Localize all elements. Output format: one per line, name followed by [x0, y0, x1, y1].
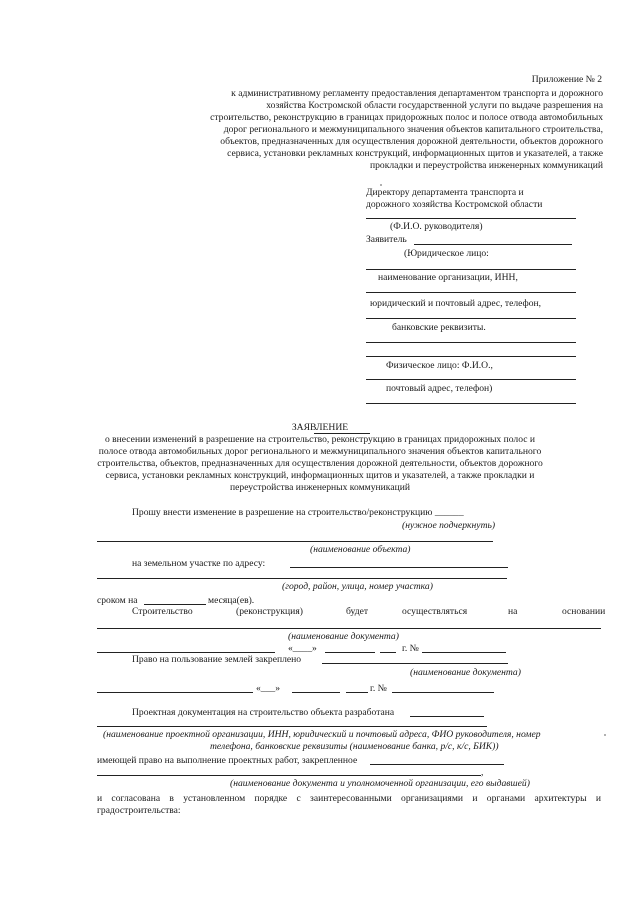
blank-line: [366, 292, 576, 293]
comma: ,: [481, 767, 484, 778]
construction-word: на: [508, 606, 518, 617]
term-prefix: сроком на: [97, 595, 138, 606]
request-text: Прошу внести изменение в разрешение на строительство/реконструкцию ______: [132, 507, 464, 518]
appendix-line: хозяйства Костромской области государственной услуги по выдаче разрешения на: [266, 100, 603, 111]
statement-subtitle: переустройства инженерных коммуникаций: [230, 482, 410, 493]
date-quote: «____»: [288, 643, 317, 654]
individual-hint: Физическое лицо: Ф.И.О.,: [386, 360, 493, 371]
agreed-text: и согласована в установленном порядке с заинтересованными организациями и органами архитектуры и: [97, 793, 601, 804]
blank-line: [366, 342, 576, 343]
appendix-line: к административному регламенту предоставления департаментом транспорта и дорожного: [231, 88, 603, 99]
land-address-line: [290, 567, 508, 568]
address-hint: юридический и почтовый адрес, телефон,: [370, 298, 542, 309]
applicant-line: [414, 244, 572, 245]
number-label: г. №: [402, 643, 419, 654]
construction-word: Строительство: [132, 606, 193, 617]
right-line: [370, 764, 504, 765]
date-line-2: [380, 652, 396, 653]
request-hint: (нужное подчеркнуть): [402, 520, 496, 531]
project-doc: Проектная документация на строительство объекта разработана: [132, 707, 395, 718]
land-right: Право на пользование землей закреплено: [132, 654, 302, 665]
legal-entity-label: (Юридическое лицо:: [404, 248, 489, 259]
date-quote-2: «___»: [256, 683, 280, 694]
appendix-line: дорог регионального и межмуниципального значения объектов капитального строительства,: [223, 124, 603, 135]
project-line: [410, 716, 484, 717]
scan-speck: [604, 734, 606, 736]
project-hint: телефона, банковские реквизиты (наименование банка, р/с, к/с, БИК)): [210, 741, 499, 752]
agreed-text-2: градостроительства:: [97, 805, 181, 816]
director-fio-line: [366, 218, 576, 219]
land-right-line: [322, 663, 508, 664]
number-label-2: г. №: [370, 683, 387, 694]
address-hint: (город, район, улица, номер участка): [282, 581, 433, 592]
number-line: [422, 652, 506, 653]
authority-hint: (наименование документа и уполномоченной организации, его выдавшей): [230, 778, 530, 789]
doc-hint: (наименование документа): [288, 631, 399, 642]
appendix-title: Приложение № 2: [531, 74, 602, 85]
construction-word: будет: [346, 606, 369, 617]
statement-subtitle: о внесении изменений в разрешение на строительство, реконструкцию в границах придорожных полос и: [104, 434, 536, 445]
bank-hint: банковские реквизиты.: [392, 322, 486, 333]
land-address-line-2: [97, 578, 507, 579]
org-name-hint: наименование организации, ИНН,: [378, 272, 518, 283]
statement-subtitle: полосе отвода автомобильных дорог регионального и межмуниципального значения объектов капитального: [98, 446, 542, 457]
date-line-4: [346, 692, 368, 693]
appendix-line: прокладки и переустройства инженерных коммуникаций: [369, 160, 603, 171]
appendix-line: сервиса, установки рекламных конструкций, информационных щитов и указателей, а также: [227, 148, 603, 159]
blank-line: [366, 356, 576, 357]
blank-line: [366, 379, 576, 380]
appendix-line: объектов, предназначенных для осуществления дорожной деятельности, объектов дорожного: [220, 136, 603, 147]
appendix-line: строительство, реконструкцию в границах придорожных полос и полосе отвода автомобильных: [210, 112, 603, 123]
postal-hint: почтовый адрес, телефон): [386, 383, 493, 394]
object-line: [97, 541, 493, 542]
applicant-label: Заявитель: [366, 234, 407, 245]
doc-hint-2: (наименование документа): [410, 667, 521, 678]
blank-line: [366, 318, 576, 319]
right-label: имеющей право на выполнение проектных работ, закрепленное: [97, 755, 358, 766]
blank-line: [366, 269, 576, 270]
director-line: Директору департамента транспорта и: [366, 187, 524, 198]
doc-line: [97, 652, 275, 653]
basis-line: [97, 628, 601, 629]
authority-line: [97, 775, 481, 776]
statement-subtitle: сервиса, установки рекламных конструкций, информационных щитов и указателей, а также прокладки и: [105, 470, 535, 481]
term-line: [144, 604, 206, 605]
scan-speck: [380, 184, 382, 186]
statement-title: ЗАЯВЛЕНИЕ: [291, 422, 349, 433]
term-suffix: месяца(ев).: [208, 595, 255, 606]
construction-word: (реконструкция): [236, 606, 303, 617]
doc-line-2: [97, 692, 253, 693]
fio-hint: (Ф.И.О. руководителя): [390, 221, 483, 232]
land-label: на земельном участке по адресу:: [132, 558, 266, 569]
number-line-2: [392, 692, 494, 693]
date-line-3: [292, 692, 340, 693]
project-hint: (наименование проектной организации, ИНН, юридический и почтовый адреса, ФИО руководителя, номер: [103, 729, 541, 740]
statement-subtitle: строительства, объектов, предназначенных для осуществления дорожной деятельности, объектов дорожного: [97, 458, 543, 469]
object-hint: (наименование объекта): [310, 544, 411, 555]
blank-line: [366, 403, 576, 404]
construction-word: осуществляться: [402, 606, 468, 617]
date-line: [325, 652, 375, 653]
director-line: дорожного хозяйства Костромской области: [366, 199, 543, 210]
construction-word: основании: [562, 606, 606, 617]
project-line-2: [97, 726, 487, 727]
